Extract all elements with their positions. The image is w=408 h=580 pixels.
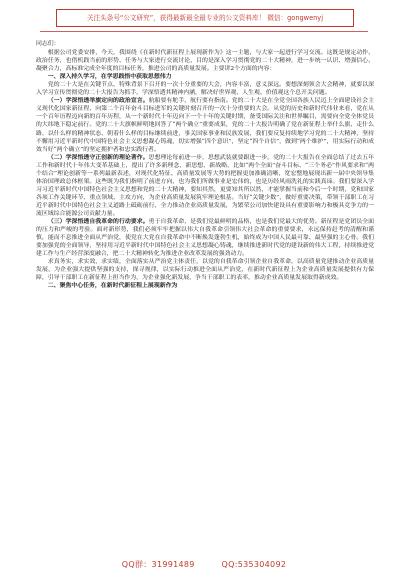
point-2-label: （二）学深悟透守正创新的理论著作。	[47, 153, 149, 161]
point-2-paragraph	[36, 154, 374, 218]
footer-qq: QQ:535304092	[221, 560, 287, 569]
footer-qq-group: QQ群：31991489	[121, 560, 195, 569]
section-1-intro: 党的二十大是在关键节点、特殊背景下召开的一次十分重要的大会，内容丰富，意义深远。要想深刻领会大会精神，就要以深入学习宣传贯彻党的二十大报告为抓手，学深悟透其精神内涵，解决好世界观、人生观、价值观这个总开关问题。	[36, 82, 374, 97]
point-3-continued: 求真务实，求实效，求实绩，全面落实从严治党主体责任，以党的自我革命引领企业自我革命，以高质量党建推动企业高质量发展，为企业强大提供坚强的支持，探寻规律，以实际行动推进全面从严治党，在新时代新征程上为企业高质量发展提供有力保障，引导干部职工在新征程上担当作为，为企业强化新发展，争当干部职工的表率，推动企业高质量发展取得新成效。	[36, 259, 374, 282]
section-2-heading: 二、聚焦中心任务，在新时代新征程上展现新作为	[47, 282, 178, 290]
point-2-text: 思想理论每前进一步，思想武装就要跟进一步。党的二十大报告在全面总结了过去五年工作和新时代十年伟大变革基础上，提出了许多新理念、新思想、新战略，比如“两个全面”奋斗目标、“三个务必”作风要求和“两个结合”理论创新等一系列最新表述，对现代化特征、高质量发展等大势的把握更加准确清晰，宽宏整地展现出新一届中央领导集体治国理政总体框架。这些既为我们指明了前进方向，也为我们所做事业是宏伟的，也是历经风雨洗礼的实践真谛。我们要深入学习习近平新时代中国特色社会主义思想和党的二十大精神，要知其然，更要知其所以然，才能掌握当前和今后一个时期，党和国家各项工作关键环节、重点领域、主攻方向，为企业高质量发展筑牢理论根基。当好“关键少数”，做好重要决策，带领干部职工在习近平新时代中国特色社会主义道路上砥砺前行，全力推动企业高质量发展，为繁荣公司加快建设具有重要影响力和极具竞争力的一流区域综合能源公司贡献力量。	[36, 154, 374, 217]
document-body	[36, 40, 374, 548]
section-1-heading: 一、深入持久学习，在学思践悟中获取思想伟力	[47, 73, 172, 81]
point-3-label: （三）学深悟透自我革命的行动要求。	[47, 218, 149, 226]
intro-paragraph: 根据公司党委安排，今天，我围绕《在新时代新征程上展现新作为》这一主题，与大家一起进行学习交流。这既是规定动作、政治任务，也借机践当前的形势、任务与大家进行交流讨论，目的是深入学习贯彻党的二十大精神，进一步统一认识、增强信心、凝聚合力，高标准完成全年度的目标任务，推进公司的高质量发展。主要讲2个方面的内容：	[36, 50, 374, 73]
point-1-paragraph	[36, 97, 374, 153]
point-1-label: （一）学深悟透举旗定向的政治宣言。	[47, 97, 149, 105]
point-3-paragraph	[36, 218, 374, 258]
point-1-text: 航船要有舵手，航行要有指南。党的二十大是在全党全国各族人民迈上全面建设社会主义现代化国家新征程、向第二个百年奋斗目标进军的关键时刻召开的一次十分重要的大会。从党的历史和新时代伟业来看，党在从一个百年历程迈向新的百年历程，从一个新时代十年迈向下一个十年的关键时期，备受国际关注和世界瞩目，需要向全党全体党员的大纬地下稳定前行。党的二十大旗帜鲜明地回答了“两个确立”重要成果，党的二十大报告明确了党在新征程上举什么旗、走什么路、以什么样的精神状态、朝着什么样的目标继续前进，事关国家事业和民族发展，我们要反复持续地学习党的二十大精神，坚持不懈用习近平新时代中国特色社会主义思想凝心铸魂，切实增强“四个意识”，坚定“四个自信”，做到“两个维护”，用实际行动和成效当好“两个确立”的坚定拥护者和忠实践行者。	[36, 98, 374, 153]
header-rule	[40, 31, 368, 32]
page-footer	[0, 559, 408, 570]
point-3-text: 勇于自我革命，是我们党最鲜明的品格，也是我们党最大的优势。新征程是党团员全面的压力和严峻的考验。面对新形势，我们必须牢牢把握以伟大自我革命引领伟大社会革命的重要要求，永远保持赶考的清醒和谨慎，能而不息推进全面从严治党，使党在大党在自我革命中不断焕发蓬勃生机，始终成为中国人民最可靠、最坚强的主心骨。我们要加强党的全面领导，坚持用习近平新时代中国特色社会主义思想凝心铸魂，继续推进新时代党的建设新的伟大工程，持续推进党建工作与生产经营深度融合，把二十大精神转化为推进企业改革发展的强劲动力。	[36, 219, 374, 258]
top-banner: 关注头条号“公文研究”，获得最新最全最专业的公文资料库！ 微信：gongwenyj	[56, 9, 354, 27]
salutation: 同志们：	[36, 41, 60, 47]
